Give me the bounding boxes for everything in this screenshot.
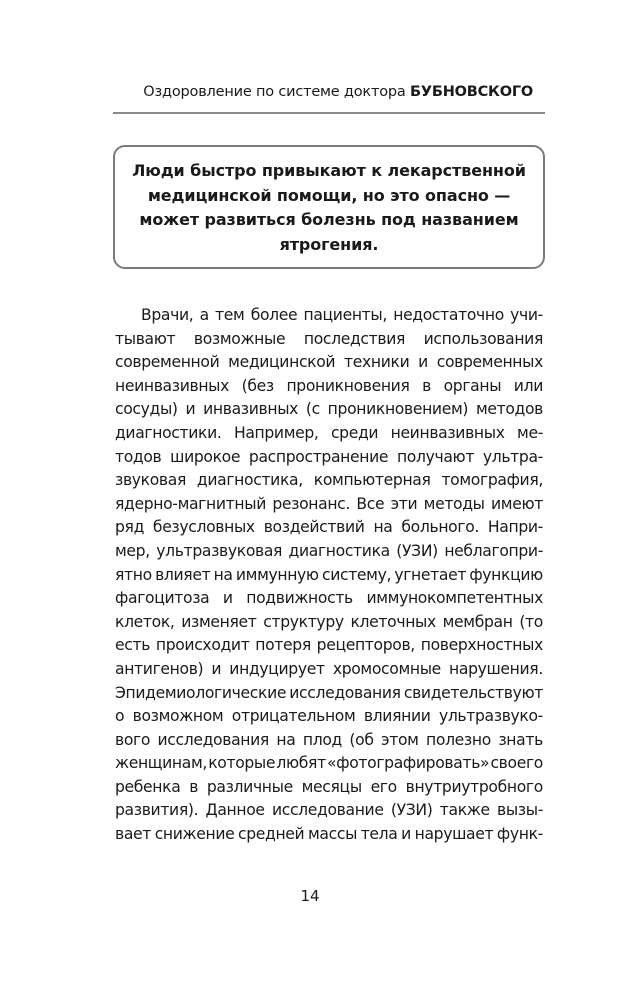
word: снижение — [154, 825, 235, 844]
word: систему, — [321, 565, 392, 584]
body-line — [115, 658, 543, 682]
word: возможные — [193, 329, 286, 348]
word: Напри- — [487, 518, 543, 537]
word: недостаточно — [393, 306, 504, 324]
word: звуковая — [115, 471, 186, 490]
word: пациенты, — [303, 306, 387, 324]
word: (с — [305, 400, 320, 419]
word: эти — [390, 494, 418, 513]
word: (без — [241, 376, 274, 395]
word: этом — [381, 730, 419, 749]
word: компьютерная — [313, 471, 431, 490]
word: плод — [302, 730, 342, 749]
word: (об — [349, 730, 374, 749]
word: нарушения. — [449, 659, 543, 678]
word: методов — [475, 400, 543, 419]
word: иммунную — [235, 565, 319, 584]
word: нарушает — [414, 825, 494, 844]
word: исследования — [289, 683, 401, 702]
word: его — [370, 777, 397, 796]
word: свидетельствуют — [403, 683, 543, 702]
word: проникновением) — [327, 400, 469, 419]
word: Например, — [233, 423, 319, 442]
word: хромосомные — [332, 659, 441, 678]
word: более — [250, 306, 298, 324]
word: ультразвуковая — [156, 541, 283, 560]
word: потеря — [255, 636, 311, 655]
word: любят — [276, 754, 326, 773]
body-line — [115, 564, 543, 588]
word: (УЗИ) — [396, 541, 438, 560]
word: на — [373, 518, 393, 537]
word: неблагопри- — [444, 541, 543, 560]
word: различные — [206, 777, 293, 796]
word: вызы- — [496, 801, 543, 820]
word: о — [115, 707, 125, 726]
word: использования — [423, 329, 543, 348]
word: функ- — [496, 825, 543, 844]
body-line — [115, 540, 543, 564]
word: происходит — [155, 636, 250, 655]
callout-line: может развиться болезнь под названием — [139, 210, 519, 229]
word: тем — [215, 306, 245, 324]
body-line — [115, 729, 543, 753]
running-header — [113, 84, 533, 100]
body-line — [115, 682, 543, 706]
word: Все — [356, 494, 385, 513]
word: имеют — [491, 494, 543, 513]
word: ультразвуко- — [438, 707, 543, 726]
word: ребенка — [115, 777, 181, 796]
word: а — [199, 306, 209, 324]
word: диагностика — [288, 541, 390, 560]
word: сосуды) — [115, 400, 178, 419]
callout-text — [115, 159, 543, 257]
word: тела — [360, 825, 398, 844]
word: (то — [519, 612, 543, 631]
word: получают — [396, 447, 475, 466]
word: неинвазивных — [115, 376, 230, 395]
word: широкое — [170, 447, 241, 466]
word: внутриутробного — [405, 777, 543, 796]
word: и — [211, 659, 222, 678]
word: своего — [490, 754, 543, 773]
word: знать — [498, 730, 543, 749]
word: неинвазивных — [390, 423, 505, 442]
word: техники — [344, 353, 410, 372]
word: среди — [330, 423, 379, 442]
word: изменяет — [181, 612, 257, 631]
body-line — [115, 516, 543, 540]
word: месяцы — [301, 777, 362, 796]
body-line — [115, 328, 543, 352]
word: диагностики. — [115, 423, 222, 442]
body-line — [115, 493, 543, 517]
word: иммунокомпетентных — [366, 589, 543, 608]
word: угнетает — [394, 565, 467, 584]
word: массы — [308, 825, 358, 844]
word: современной — [115, 353, 220, 372]
word: Врачи, — [141, 306, 194, 324]
callout-line: Люди быстро привыкают к лекарственной — [132, 161, 526, 180]
body-text — [115, 304, 543, 847]
word: или — [513, 376, 543, 395]
body-line — [115, 587, 543, 611]
word: тывают — [115, 329, 176, 348]
word: ряд — [115, 518, 145, 537]
header-rule — [113, 112, 545, 114]
body-line — [115, 634, 543, 658]
word: инвазивных — [203, 400, 299, 419]
word: безусловных — [152, 518, 255, 537]
word: ме- — [517, 423, 543, 442]
body-line — [115, 705, 543, 729]
body-line — [115, 304, 543, 328]
word: в — [189, 777, 199, 796]
word: средней — [238, 825, 305, 844]
word: влияет — [155, 565, 211, 584]
word: и — [401, 825, 411, 844]
body-line — [115, 823, 543, 847]
word: развития). — [115, 801, 199, 820]
word: полезно — [426, 730, 491, 749]
word: и — [185, 400, 196, 419]
body-line — [115, 375, 543, 399]
page-number: 14 — [300, 887, 320, 905]
word: томография, — [441, 471, 543, 490]
word: вает — [115, 825, 152, 844]
word: тодов — [115, 447, 162, 466]
body-line — [115, 776, 543, 800]
word: ядерно-магнитный — [115, 494, 266, 513]
body-line — [115, 446, 543, 470]
word: Эпидемиологические — [115, 683, 287, 702]
body-line — [115, 422, 543, 446]
word: и — [222, 589, 233, 608]
word: медицинской — [228, 353, 336, 372]
word: возможном — [132, 707, 224, 726]
callout-line: медицинской помощи, но это опасно — — [147, 185, 511, 205]
word: распространение — [248, 447, 389, 466]
word: «фотографировать» — [327, 754, 490, 773]
body-line — [115, 611, 543, 635]
word: поверхностных — [420, 636, 543, 655]
word: и — [418, 353, 428, 372]
word: вого — [115, 730, 151, 749]
word: функцию — [469, 565, 543, 584]
word: проникновения — [286, 376, 410, 395]
body-line — [115, 752, 543, 776]
header-author: БУБНОВСКОГО — [410, 84, 533, 100]
word: (УЗИ) — [390, 801, 433, 820]
word: рецепторов, — [316, 636, 415, 655]
word: в — [422, 376, 431, 395]
word: на — [276, 730, 296, 749]
header-title: Оздоровление по системе доктора — [143, 84, 406, 100]
word: Данное — [205, 801, 265, 820]
word: современных — [436, 353, 543, 372]
word: последствия — [303, 329, 406, 348]
body-line — [115, 799, 543, 823]
callout-line: ятрогения. — [279, 234, 379, 254]
word: антигенов) — [115, 659, 204, 678]
word: больного. — [401, 518, 479, 537]
word: исследование — [271, 801, 384, 820]
word: клеток, — [115, 612, 175, 631]
word: мембран — [442, 612, 513, 631]
word: клеточных — [350, 612, 436, 631]
word: воздействий — [263, 518, 365, 537]
word: также — [439, 801, 490, 820]
word: учи- — [510, 306, 543, 324]
word: фагоцитоза — [115, 589, 210, 608]
word: диагностика, — [196, 471, 303, 490]
word: подвижность — [246, 589, 353, 608]
word: есть — [115, 636, 151, 655]
word: структуру — [263, 612, 344, 631]
word: влиянии — [363, 707, 431, 726]
word: на — [213, 565, 233, 584]
callout-box — [113, 145, 545, 269]
word: исследования — [157, 730, 269, 749]
word: ультра- — [482, 447, 543, 466]
word: мер, — [115, 541, 150, 560]
word: методы — [423, 494, 485, 513]
word: ятно — [115, 565, 152, 584]
word: отрицательном — [231, 707, 356, 726]
word: резонанс. — [272, 494, 351, 513]
body-line — [115, 398, 543, 422]
body-line — [115, 469, 543, 493]
word: индуцирует — [229, 659, 325, 678]
word: органы — [443, 376, 502, 395]
word: женщинам, — [115, 754, 207, 773]
body-line — [115, 351, 543, 375]
word: которые — [208, 754, 276, 773]
